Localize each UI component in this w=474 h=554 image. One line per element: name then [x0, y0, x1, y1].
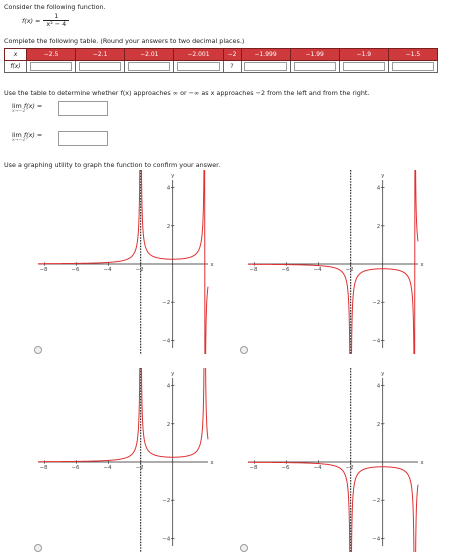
- x-value-cell: −1.5: [388, 49, 437, 61]
- y-axis-label: y: [381, 173, 385, 179]
- fx-input[interactable]: [177, 62, 219, 71]
- lim-eq: =: [36, 131, 43, 139]
- fx-input[interactable]: [343, 62, 385, 71]
- x-tick-label: −6: [71, 465, 80, 471]
- x-value-cell: −2.5: [27, 49, 76, 61]
- y-tick-label: −4: [372, 536, 381, 543]
- y-tick-label: 4: [376, 383, 381, 390]
- x-axis-label: x: [420, 460, 424, 466]
- y-axis-label: y: [171, 371, 175, 377]
- value-table: [4, 48, 438, 73]
- fx-cell: [27, 61, 76, 73]
- right-branch-curve: [141, 368, 208, 457]
- x-tick-label: −8: [39, 465, 48, 471]
- x-value-cell: −2.01: [125, 49, 174, 61]
- y-tick-label: −4: [372, 338, 381, 345]
- graph-option-3-svg: [34, 368, 220, 552]
- lim-fx: f(x): [23, 131, 35, 139]
- right-branch-curve: [351, 467, 418, 552]
- x-tick-label: −6: [281, 267, 290, 273]
- graph-option-2: [244, 170, 430, 354]
- y-axis-label: y: [381, 371, 385, 377]
- y-axis-label: y: [171, 173, 175, 179]
- radio-option-2[interactable]: [240, 346, 248, 354]
- fraction-denominator: x² − 4: [43, 20, 69, 29]
- y-tick-label: 2: [376, 421, 381, 428]
- table-fx-row: [5, 61, 438, 73]
- y-tick-label: 4: [376, 185, 381, 192]
- fx-input[interactable]: [30, 62, 72, 71]
- graph-option-4-svg: [244, 368, 430, 552]
- graph-option-1: [34, 170, 220, 354]
- y-tick-label: −2: [162, 300, 171, 307]
- limit-right: [12, 132, 42, 144]
- x-tick-label: −2: [135, 267, 144, 273]
- x-value-cell: −1.999: [241, 49, 290, 61]
- x-tick-label: −4: [313, 465, 322, 471]
- limits-prompt: Use the table to determine whether f(x) approaches ∞ or −∞ as x approaches −2 from the left and from the right.: [4, 89, 370, 97]
- x-value-cell: −2.001: [174, 49, 223, 61]
- x-tick-label: −8: [249, 465, 258, 471]
- radio-option-3[interactable]: [34, 544, 42, 552]
- x-tick-label: −2: [345, 267, 354, 273]
- y-tick-label: −4: [162, 338, 171, 345]
- y-tick-label: 4: [166, 185, 171, 192]
- left-branch-curve: [38, 368, 140, 462]
- fx-input[interactable]: [128, 62, 170, 71]
- x-tick-label: −4: [103, 465, 112, 471]
- fx-input[interactable]: [79, 62, 121, 71]
- fx-cell: [339, 61, 388, 73]
- lim-eq: =: [36, 102, 43, 110]
- function-fraction: [43, 13, 69, 29]
- x-tick-label: −2: [135, 465, 144, 471]
- x-axis-label: x: [210, 460, 214, 466]
- y-tick-label: −2: [162, 498, 171, 505]
- graph-option-3: [34, 368, 220, 552]
- y-tick-label: 2: [376, 223, 381, 230]
- x-tick-label: −8: [39, 267, 48, 273]
- x-tick-label: −4: [313, 267, 322, 273]
- table-header-row: [5, 49, 438, 61]
- graph-prompt: Use a graphing utility to graph the function to confirm your answer.: [4, 161, 221, 169]
- radio-option-1[interactable]: [34, 346, 42, 354]
- fx-cell: [290, 61, 339, 73]
- x-value-cell: −1.99: [290, 49, 339, 61]
- x-tick-label: −2: [345, 465, 354, 471]
- x-value-cell: −2: [223, 49, 241, 61]
- limit-right-answer[interactable]: [58, 131, 108, 146]
- fx-label-cell: f(x): [5, 61, 27, 73]
- fx-cell: [125, 61, 174, 73]
- y-tick-label: 4: [166, 383, 171, 390]
- x-label-cell: x: [5, 49, 27, 61]
- left-branch-curve: [248, 264, 350, 354]
- x-tick-label: −6: [71, 267, 80, 273]
- right-branch-curve: [351, 170, 418, 354]
- lim-word: lim: [12, 131, 22, 139]
- x-tick-label: −8: [249, 267, 258, 273]
- y-tick-label: −2: [372, 300, 381, 307]
- y-tick-label: −2: [372, 498, 381, 505]
- left-branch-curve: [248, 462, 350, 552]
- fx-cell: [241, 61, 290, 73]
- left-branch-curve: [38, 170, 140, 264]
- intro-text: Consider the following function.: [4, 3, 106, 11]
- x-axis-label: x: [420, 262, 424, 268]
- y-tick-label: 2: [166, 421, 171, 428]
- y-tick-label: 2: [166, 223, 171, 230]
- fx-input[interactable]: [244, 62, 286, 71]
- fx-input[interactable]: [392, 62, 434, 71]
- x-value-cell: −1.9: [339, 49, 388, 61]
- x-axis-label: x: [210, 262, 214, 268]
- fx-cell: [388, 61, 437, 73]
- fx-undefined-cell: ?: [223, 61, 241, 73]
- limit-left: [12, 103, 42, 115]
- fx-input[interactable]: [294, 62, 336, 71]
- lim-fx: f(x): [23, 102, 35, 110]
- lim-sub: x→−2⁻: [12, 109, 28, 115]
- x-tick-label: −6: [281, 465, 290, 471]
- graph-option-1-svg: [34, 170, 220, 354]
- right-branch-curve: [141, 170, 208, 354]
- y-tick-label: −4: [162, 536, 171, 543]
- fx-cell: [174, 61, 223, 73]
- x-tick-label: −4: [103, 267, 112, 273]
- graph-option-2-svg: [244, 170, 430, 354]
- radio-option-4[interactable]: [240, 544, 248, 552]
- table-prompt: Complete the following table. (Round your answers to two decimal places.): [4, 37, 245, 45]
- graph-option-4: [244, 368, 430, 552]
- lim-word: lim: [12, 102, 22, 110]
- x-value-cell: −2.1: [76, 49, 125, 61]
- fx-cell: [76, 61, 125, 73]
- fraction-numerator: 1: [54, 12, 59, 20]
- limit-left-answer[interactable]: [58, 101, 108, 116]
- function-lhs: f(x) =: [22, 16, 41, 25]
- function-definition: [22, 13, 69, 29]
- lim-sub: x→−2⁺: [12, 138, 28, 144]
